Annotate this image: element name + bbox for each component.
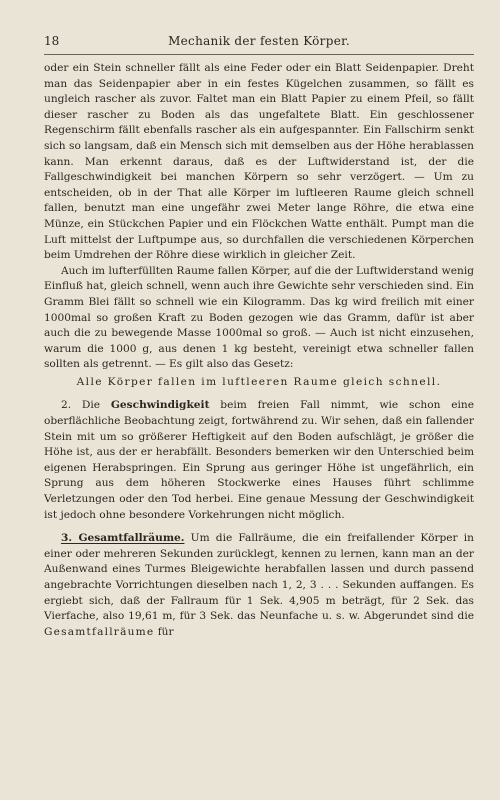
paragraph-continuation: oder ein Stein schneller fällt als eine Feder oder ein Blatt Seidenpapier. Dreht man das Seidenpapier aber in ein festes Kügelchen zusammen, so fällt es ungleich rascher als zuvor. Faltet man ein Blatt Papier zu einem Pfeil, so fällt dieser rascher zu Boden als das ungefaltete Blatt. Ein geschlossener Regenschirm fällt ebenfalls rascher als ein aufgespannter. Ein Fallschirm senkt sich so langsam, daß ein Mensch sich mit demselben aus der Höhe herablassen kann. Man erkennt daraus, daß es der Luftwiderstand ist, der die Fallgeschwindigkeit bei manchen Körpern so sehr verzögert. — Um zu entscheiden, ob in der That alle Körper im luftleeren Raume gleich schnell fallen, benutzt man eine ungefähr zwei Meter lange Röhre, die etwa eine Münze, ein Stückchen Papier und ein Flöckchen Watte enthält. Pumpt man die Luft mittelst der Luftpumpe aus, so durchfallen die verschiedenen Körperchen beim Umdrehen der Röhre diese wirklich in gleicher Zeit. — [44, 62, 474, 262]
running-title: Mechanik der festen Körper. — [168, 34, 350, 48]
page-header — [44, 32, 474, 55]
velocity-text: beim freien Fall nimmt, wie schon eine oberflächliche Beobachtung zeigt, fortwährend zu. Wir sehen, daß ein fallender Stein mit um so größerer Heftigkeit auf den Boden aufschlägt, je größer die Höhe ist, aus der er herabfällt. Besonders bemerken wir den Unterschied beim eigenen Herabspringen. Ein Sprung aus geringer Höhe ist ungefährlich, ein Sprung aus dem höheren Stockwerke eines Hauses führt schlimme Verletzungen oder den Tod herbei. Eine genaue Messung der Geschwindigkeit ist jedoch ohne besondere Vorkehrungen nicht möglich. — [44, 399, 474, 521]
spaced-term: Gesamtfallräume — [44, 625, 155, 638]
paragraph-total-fall-distances — [44, 531, 474, 640]
fall-distances-text: Um die Fallräume, die ein freifallender Körper in einer oder mehreren Sekunden zurücklegt, kennen zu lernen, kann man an der Außenwand eines Turmes Bleigewichte herabfallen lassen und durch passend angebrachte Vorrichtungen dieselben nach 1, 2, 3 . . . Sekunden auffangen. Es ergiebt sich, daß der Fallraum für 1 Sek. 4,905 m beträgt, für 2 Sek. das Vierfache, also 19,61 m, für 3 Sek. das Neunfache u. s. w. Abgerundet sind die — [44, 532, 474, 623]
law-statement: Alle Körper fallen im luftleeren Raume gleich schnell. — [76, 375, 442, 388]
term-total-fall-distances: 3. Gesamtfallräume. — [60, 532, 185, 545]
fall-distances-tail: für — [154, 625, 174, 638]
page-number: 18 — [44, 34, 60, 48]
body-text — [44, 61, 474, 640]
section-number: 2. Die — [60, 399, 111, 412]
term-velocity: Geschwindigkeit — [110, 399, 210, 412]
paragraph-velocity — [44, 398, 474, 523]
paragraph-air-resistance: Auch im lufterfüllten Raume fallen Körper, auf die der Luftwiderstand wenig Einfluß hat, gleich schnell, wenn auch ihre Gewichte sehr verschieden sind. Ein Gramm Blei fällt so schnell wie ein Kilogramm. Das kg wird freilich mit einer 1000mal so großen Kraft zu Boden gezogen wie das Gramm, dafür ist aber auch die zu bewegende Masse 1000mal so groß. — Auch ist nicht einzusehen, warum die 1000 g, aus denen 1 kg besteht, vereinigt etwa schneller fallen sollten als getrennt. — Es gilt also das Gesetz: — [44, 264, 474, 371]
